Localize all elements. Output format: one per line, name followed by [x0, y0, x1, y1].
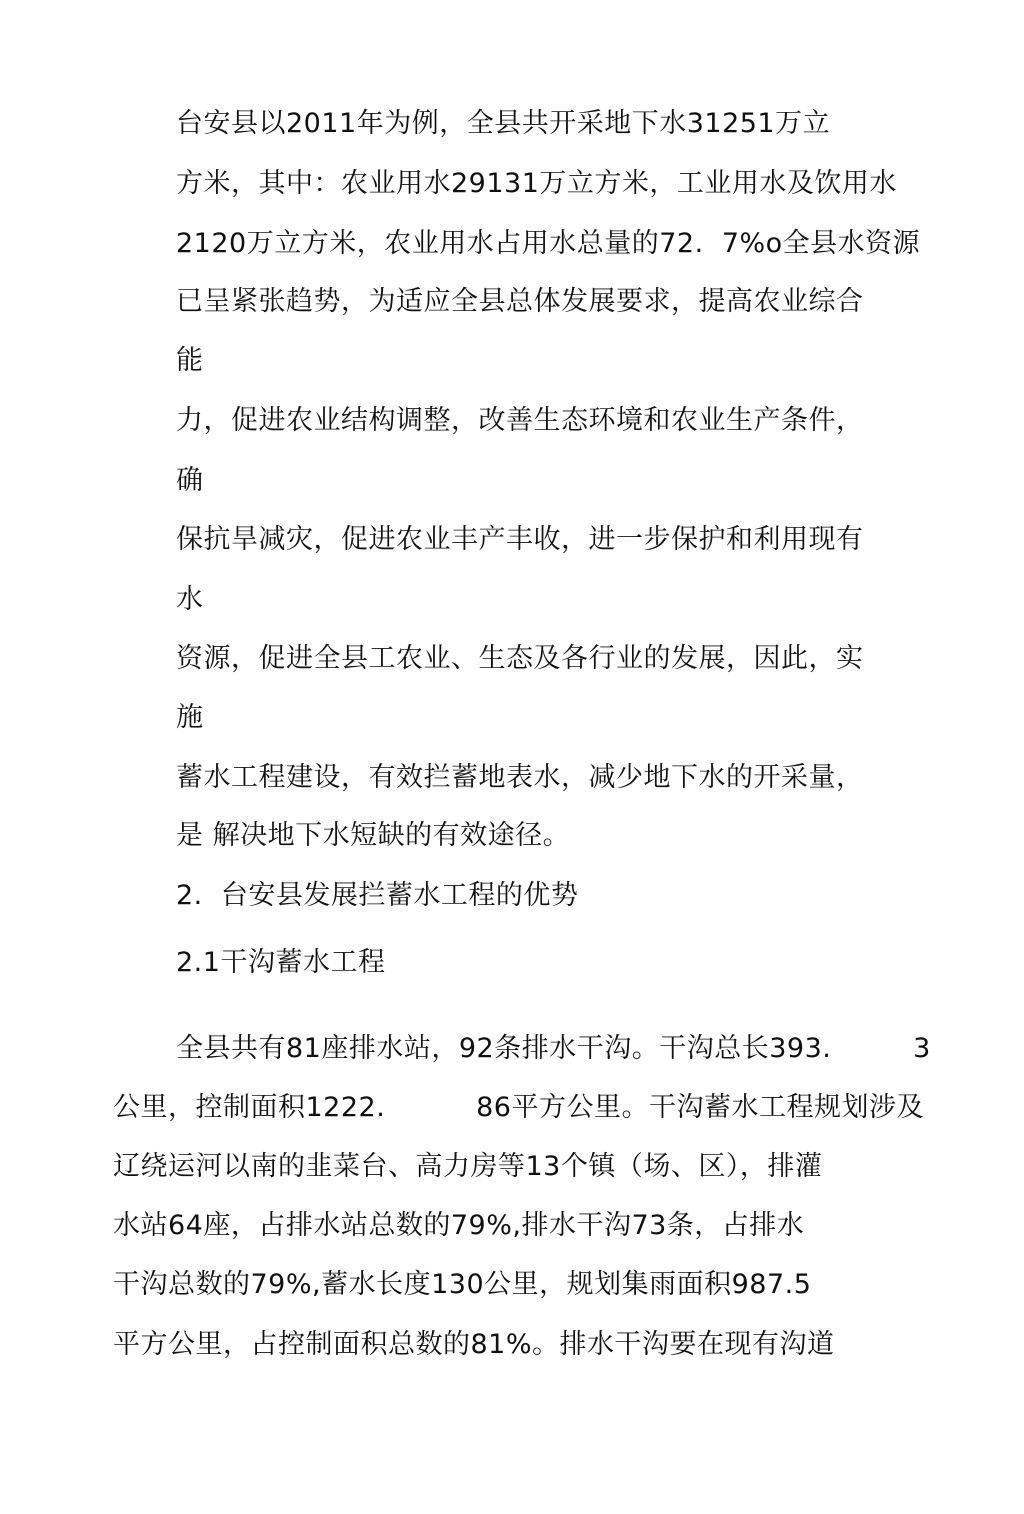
paragraph-line: 力，促进农业结构调整，改善生态环境和农业生产条件， — [176, 405, 864, 436]
paragraph-line: 2120万立方米，农业用水占用水总量的72. 7%o全县水资源 — [176, 228, 921, 259]
paragraph-line: 全县共有81座排水站，92条排水干沟。干沟总长393. 3 — [176, 1033, 931, 1064]
paragraph-line: 台安县以2011年为例，全县共开采地下水31251万立 — [176, 108, 831, 139]
paragraph-line: 干沟总数的79%,蓄水长度130公里，规划集雨面积987.5 — [113, 1269, 812, 1300]
paragraph-line: 已呈紧张趋势，为适应全县总体发展要求，提高农业综合 — [176, 286, 864, 317]
paragraph-line: 能 — [176, 345, 204, 376]
paragraph-line: 保抗旱减灾，促进农业丰产丰收，进一步保护和利用现有 — [176, 524, 864, 555]
paragraph-line: 资源，促进全县工农业、生态及各行业的发展，因此，实 — [176, 643, 864, 674]
paragraph-line: 辽绕运河以南的韭菜台、高力房等13个镇（场、区），排灌 — [113, 1151, 823, 1182]
paragraph-line: 是 解决地下水短缺的有效途径。 — [176, 820, 571, 851]
subsection-heading: 2.1干沟蓄水工程 — [176, 947, 386, 978]
paragraph-line: 水 — [176, 584, 204, 615]
paragraph-line: 平方公里，占控制面积总数的81%。排水干沟要在现有沟道 — [113, 1329, 835, 1360]
paragraph-line: 施 — [176, 702, 204, 733]
paragraph-line: 公里，控制面积1222. 86平方公里。干沟蓄水工程规划涉及 — [113, 1092, 924, 1123]
paragraph-line: 方米，其中：农业用水29131万立方米，工业用水及饮用水 — [176, 168, 897, 199]
paragraph-line: 水站64座，占排水站总数的79%,排水干沟73条，占排水 — [113, 1210, 805, 1241]
paragraph-line: 确 — [176, 465, 204, 496]
section-heading: 2. 台安县发展拦蓄水工程的优势 — [176, 880, 579, 911]
paragraph-line: 蓄水工程建设，有效拦蓄地表水，减少地下水的开采量， — [176, 762, 864, 793]
